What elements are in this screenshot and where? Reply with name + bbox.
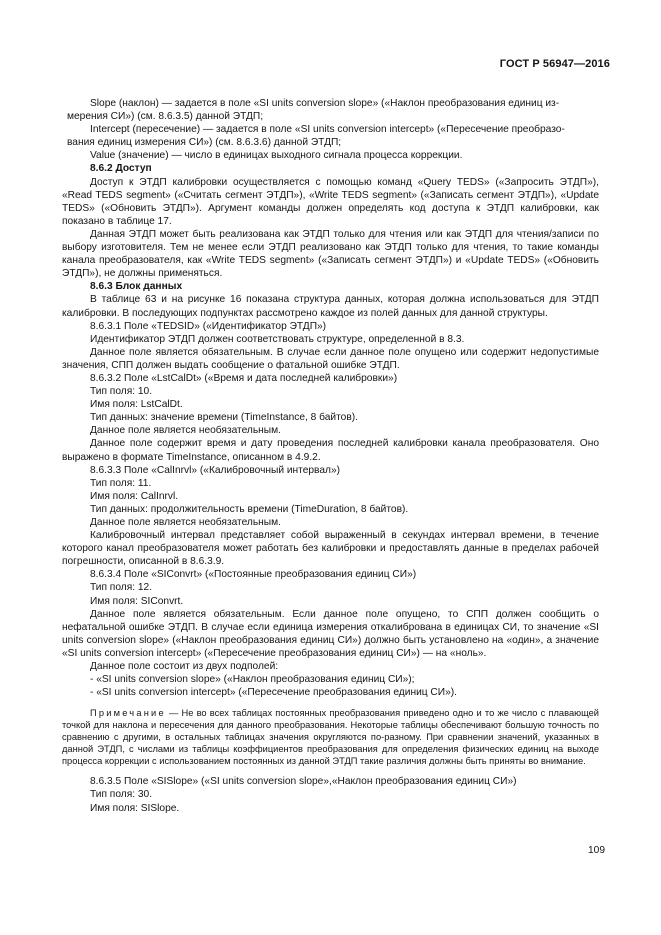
paragraph: Тип поля: 12. (90, 582, 153, 594)
body-text (62, 97, 599, 815)
subsection-title: 8.6.3.4 Поле «SIConvrt» («Постоянные преобразования единиц СИ») (90, 569, 417, 581)
paragraph: В таблице 63 и на рисунке 16 показана структура данных, которая должна использоваться для ЭТДП калибровки. В последующих подпунктах рассмотрено каждое из полей данных для данной структуры. (62, 294, 599, 319)
paragraph: Имя поля: SISlope. (90, 802, 180, 814)
section-heading: 8.6.2 Доступ (90, 163, 152, 175)
note-label: Примечание (90, 708, 166, 719)
list-item: - «SI units conversion intercept» («Пересечение преобразования единиц СИ»). (90, 687, 457, 699)
subsection-title: 8.6.3.2 Поле «LstCalDt» («Время и дата последней калибровки») (90, 372, 398, 384)
subsection-title: 8.6.3.1 Поле «TEDSID» («Идентификатор ЭТДП») (90, 320, 327, 332)
paragraph: Имя поля: SIConvrt. (90, 595, 184, 607)
list-item: - «SI units conversion slope» («Наклон преобразования единиц СИ»); (90, 674, 415, 686)
standard-header: ГОСТ Р 56947—2016 (499, 58, 610, 70)
note-text: — Не во всех таблицах постоянных преобразования приведено одно и то же число с плавающей точкой для наклона и пересечения для данного преобразования. Некоторые таблицы обеспечивают большую точность по сравнению с другими, в остальных таблицах значения округляются по-разному. При сравнении значений, указанных в данной ЭТДП, с числами из таблицы коэффициентов преобразования для определения физических единиц на выходе процесса коррекции с использованием постоянных из данной ЭТДП такие различия должны быть приняты во внимание. (62, 708, 599, 767)
paragraph: Данное поле содержит время и дату проведения последней калибровки канала преобразователя. Оно выражено в формате TimeInstance, описанном в 4.9.2. (62, 438, 599, 463)
page-number: 109 (588, 845, 605, 856)
paragraph: Тип данных: продолжительность времени (TimeDuration, 8 байтов). (90, 503, 409, 515)
paragraph: Данное поле является необязательным. (90, 425, 281, 437)
paragraph: Тип поля: 10. (90, 386, 153, 398)
paragraph: Тип поля: 11. (90, 477, 152, 489)
paragraph: вания единиц измерения СИ») (см. 8.6.3.6) данной ЭТДП; (67, 137, 342, 149)
paragraph: Тип данных: значение времени (TimeInstance, 8 байтов). (90, 412, 358, 424)
paragraph: Тип поля: 30. (90, 789, 153, 801)
paragraph: Данная ЭТДП может быть реализована как ЭТДП только для чтения или как ЭТДП для чтения/записи по выбору изготовителя. Тем не менее если ЭТДП реализовано как ЭТДП только для чтения, то такие команды канала преобразователя, как «Write TEDS segment» («Записать сегмент ЭТДП») и «Update TEDS» («Обновить ЭТДП»), не должны применяться. (62, 228, 599, 280)
paragraph: Данное поле состоит из двух подполей: (90, 661, 279, 673)
paragraph: Slope (наклон) — задается в поле «SI units conversion slope» («Наклон преобразования единиц из- (90, 98, 560, 109)
note (62, 707, 599, 767)
paragraph: Данное поле является обязательным. В случае если данное поле опущено или содержит недопустимые значения, СПП должен выдать сообщение о фатальной ошибке ЭТДП. (62, 346, 599, 371)
paragraph: Имя поля: CalInrvl. (90, 490, 179, 502)
subsection-title: 8.6.3.3 Поле «CalInrvl» («Калибровочный интервал») (90, 464, 341, 476)
subsection-title: 8.6.3.5 Поле «SISlope» («SI units conversion slope»,«Наклон преобразования единиц СИ») (90, 776, 517, 788)
paragraph: Данное поле является необязательным. (90, 517, 281, 528)
paragraph: мерения СИ») (см. 8.6.3.5) данной ЭТДП; (67, 111, 264, 123)
paragraph: Калибровочный интервал представляет собой выраженный в секундах интервал времени, в течение которого канал преобразователя может работать без калибровки и предоставлять данные в пределах рабочей погрешности, описанной в 8.6.3.9. (62, 530, 599, 568)
paragraph: Идентификатор ЭТДП должен соответствовать структуре, определенной в 8.3. (90, 333, 465, 345)
paragraph: Данное поле является обязательным. Если данное поле опущено, то СПП должен сообщить о нефатальной ошибке ЭТДП. В случае если единица измерения откалибрована в единицах СИ, то значение «SI units conversion slope» («Наклон преобразования единиц СИ») должно быть установлено на «один», а значение «SI units conversion intercept» («Пересечение преобразования единиц СИ») — на «ноль». (62, 608, 599, 659)
paragraph: Доступ к ЭТДП калибровки осуществляется с помощью команд «Query TEDS» («Запросить ЭТДП»), «Read TEDS segment» («Считать сегмент ЭТДП»), «Write TEDS segment» («Записать сегмент ЭТДП»), «Update TEDS» («Обновить ЭТДП»). Аргумент команды должен определять код доступа к ЭТДП калибровки, как показано в таблице 17. (62, 176, 599, 227)
paragraph: Имя поля: LstCalDt. (90, 399, 183, 411)
paragraph: Intercept (пересечение) — задается в поле «SI units conversion intercept» («Пересечение преобразо- (90, 124, 565, 136)
paragraph: Value (значение) — число в единицах выходного сигнала процесса коррекции. (90, 150, 463, 162)
section-heading: 8.6.3 Блок данных (90, 281, 183, 293)
